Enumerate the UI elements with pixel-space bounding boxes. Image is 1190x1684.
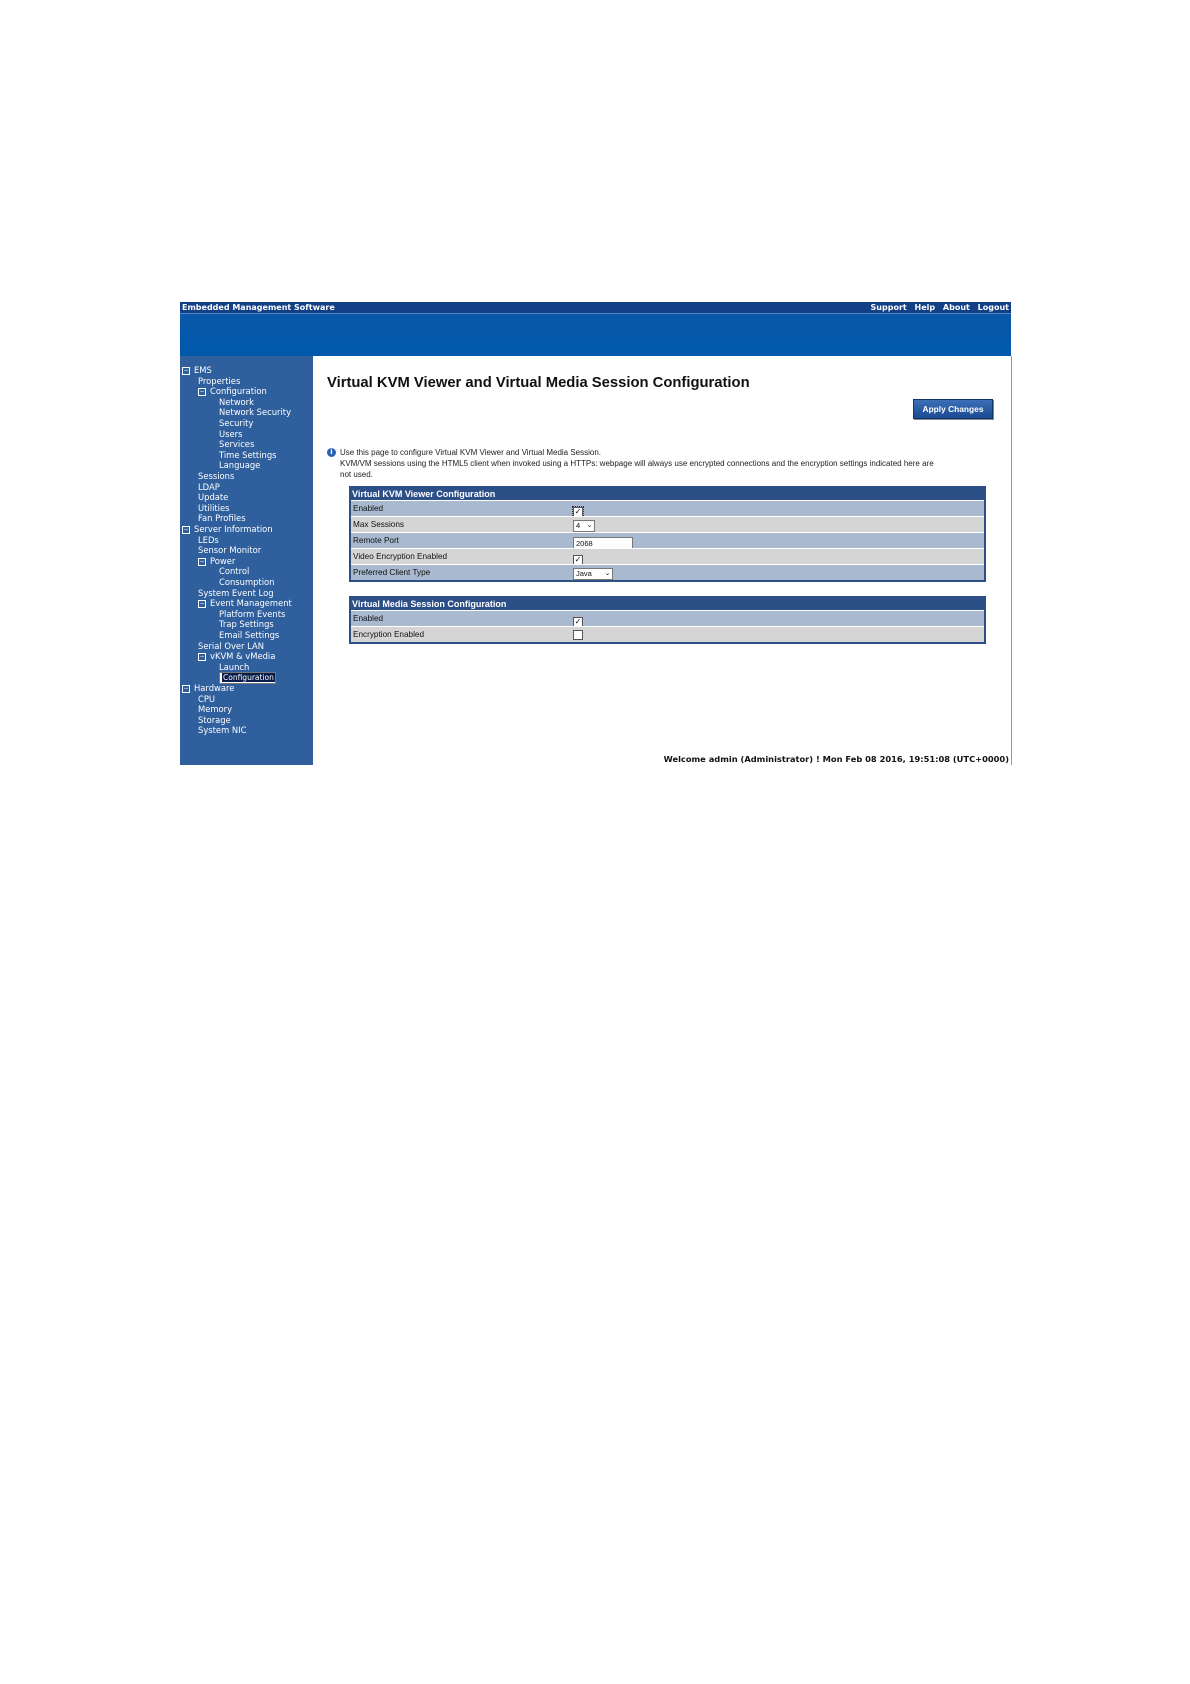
sidebar-item[interactable]	[198, 376, 240, 386]
sidebar-item[interactable]	[219, 577, 274, 587]
sidebar-item[interactable]	[219, 460, 260, 470]
kvm-viewer-panel	[349, 486, 986, 582]
sidebar-item-label: Services	[219, 439, 255, 450]
client-type-value: Java	[576, 569, 592, 578]
sidebar-item[interactable]	[219, 662, 249, 672]
remote-port-label: Remote Port	[353, 536, 399, 545]
sidebar-item[interactable]	[219, 439, 254, 449]
sidebar-item-label: Security	[219, 418, 254, 428]
sidebar-item-label: Properties	[198, 375, 241, 386]
apply-changes-button[interactable]: Apply Changes	[913, 399, 993, 419]
help-link[interactable]: Help	[914, 303, 936, 312]
remote-port-row	[351, 532, 984, 548]
virtual-media-panel	[349, 596, 986, 644]
sidebar-item[interactable]	[198, 588, 274, 598]
sidebar-item[interactable]	[198, 545, 261, 555]
max-sessions-row	[351, 516, 984, 532]
kvm-panel-title: Virtual KVM Viewer Configuration	[351, 488, 984, 500]
vm-encryption-checkbox[interactable]	[573, 630, 583, 640]
vm-enabled-row	[351, 610, 984, 626]
sidebar-item-label: Configuration	[223, 673, 274, 683]
sidebar-item-label: Power	[210, 555, 236, 566]
collapse-toggle-icon[interactable]: −	[199, 557, 205, 565]
collapse-toggle-icon[interactable]: −	[183, 526, 189, 533]
sidebar-item[interactable]	[219, 609, 285, 619]
sidebar-item[interactable]	[198, 471, 234, 481]
vm-encryption-row	[351, 626, 984, 642]
collapse-toggle-icon[interactable]: −	[199, 600, 205, 608]
sidebar-item[interactable]	[219, 630, 279, 640]
sidebar-item-label: vKVM & vMedia	[210, 651, 276, 662]
sidebar-item[interactable]	[219, 397, 254, 407]
sidebar-item[interactable]	[182, 524, 273, 534]
sidebar-item-label: Server Information	[194, 524, 273, 534]
sidebar-item[interactable]	[198, 725, 246, 735]
sidebar-item-label: System Event Log	[198, 587, 274, 598]
top-links	[866, 302, 1009, 313]
video-encryption-label: Video Encryption Enabled	[353, 552, 448, 561]
sidebar-item[interactable]	[219, 566, 249, 576]
sidebar-item-label: Launch	[219, 661, 250, 672]
sidebar-item-label: Time Settings	[219, 449, 277, 460]
max-sessions-select[interactable]	[573, 520, 595, 532]
sidebar-item-label: Memory	[198, 704, 233, 715]
about-link[interactable]: About	[942, 303, 970, 312]
collapse-toggle-icon[interactable]: −	[199, 388, 205, 396]
sidebar-nav	[180, 356, 313, 765]
chevron-down-icon: ⌄	[586, 522, 593, 529]
sidebar-item-label: Network	[219, 396, 254, 407]
max-sessions-value: 4	[576, 521, 581, 530]
sidebar-item-label: Consumption	[219, 577, 275, 587]
sidebar-item-label: Trap Settings	[219, 619, 274, 630]
sidebar-item[interactable]	[198, 535, 219, 545]
sidebar-item[interactable]	[182, 365, 212, 375]
sidebar-item-label: Control	[219, 566, 250, 577]
client-type-label: Preferred Client Type	[353, 568, 431, 577]
sidebar-item[interactable]	[198, 556, 235, 566]
client-type-row	[351, 564, 984, 580]
page-title: Virtual KVM Viewer and Virtual Media Session Configuration	[327, 375, 750, 391]
chevron-down-icon: ⌄	[604, 570, 611, 577]
collapse-toggle-icon[interactable]: −	[183, 367, 189, 374]
sidebar-item[interactable]	[198, 513, 246, 523]
sidebar-item-label: Users	[219, 428, 243, 439]
client-type-select[interactable]	[573, 568, 613, 580]
sidebar-item-label: LEDs	[198, 534, 219, 545]
sidebar-item-label: Event Management	[210, 598, 292, 609]
app-title: Embedded Management Software	[182, 303, 335, 312]
vm-enabled-checkbox[interactable]: ✓	[574, 617, 582, 626]
sidebar-item[interactable]	[219, 407, 291, 417]
info-text-line2: KVM/VM sessions using the HTML5 client when invoked using a HTTPs: webpage will always use encrypted connections and the encryption settings indicated here are	[340, 459, 934, 468]
video-encryption-checkbox[interactable]: ✓	[574, 555, 582, 564]
sidebar-item-label: LDAP	[198, 481, 220, 492]
sidebar-item[interactable]	[198, 386, 267, 396]
header-banner	[180, 313, 1011, 357]
kvm-enabled-label: Enabled	[353, 504, 384, 513]
sidebar-item-label: Update	[198, 492, 229, 503]
sidebar-item[interactable]	[198, 694, 215, 704]
sidebar-item[interactable]	[198, 482, 220, 492]
support-link[interactable]: Support	[870, 303, 907, 312]
welcome-status: Welcome admin (Administrator) ! Mon Feb 08 2016, 19:51:08 (UTC+0000)	[663, 754, 1009, 764]
sidebar-item-label: EMS	[194, 365, 212, 375]
sidebar-item[interactable]	[198, 641, 264, 651]
sidebar-item-label: Storage	[198, 714, 231, 725]
info-text-line1: Use this page to configure Virtual KVM Viewer and Virtual Media Session.	[340, 448, 602, 457]
sidebar-item[interactable]	[198, 598, 292, 608]
video-encryption-row	[351, 548, 984, 564]
sidebar-item[interactable]	[219, 418, 253, 428]
kvm-enabled-checkbox[interactable]: ✓	[574, 507, 582, 516]
sidebar-item[interactable]	[219, 619, 274, 629]
kvm-enabled-row	[351, 500, 984, 516]
sidebar-item[interactable]	[198, 503, 230, 513]
sidebar-item-label: Platform Events	[219, 608, 286, 619]
sidebar-item-label: Configuration	[210, 386, 267, 397]
top-bar	[180, 302, 1011, 313]
vm-enabled-label: Enabled	[353, 614, 384, 623]
sidebar-item-label: Fan Profiles	[198, 513, 246, 524]
sidebar-item[interactable]	[182, 683, 234, 693]
sidebar-item-label: Utilities	[198, 502, 230, 513]
sidebar-item[interactable]	[198, 704, 232, 714]
sidebar-item[interactable]	[219, 450, 277, 460]
main-content	[313, 356, 1012, 765]
max-sessions-label: Max Sessions	[353, 520, 404, 529]
sidebar-item-label: Serial Over LAN	[198, 640, 265, 651]
ems-window	[180, 302, 1011, 765]
sidebar-item[interactable]	[219, 429, 242, 439]
collapse-toggle-icon[interactable]: −	[183, 685, 189, 692]
sidebar-item-label: System NIC	[198, 725, 247, 736]
sidebar-item[interactable]	[198, 492, 228, 502]
sidebar-item-label: Hardware	[194, 683, 235, 693]
remote-port-input[interactable]: 2068	[573, 537, 633, 550]
sidebar-item-label: Sensor Monitor	[198, 545, 262, 556]
sidebar-item[interactable]	[198, 651, 275, 661]
info-icon: i	[327, 448, 336, 457]
sidebar-item-label: Language	[219, 460, 261, 471]
vm-encryption-label: Encryption Enabled	[353, 630, 425, 639]
info-text-line3: not used.	[340, 470, 373, 479]
sidebar-item[interactable]	[198, 715, 231, 725]
vm-panel-title: Virtual Media Session Configuration	[351, 598, 984, 610]
sidebar-item-label: Email Settings	[219, 630, 280, 640]
sidebar-item-label: Network Security	[219, 407, 292, 418]
logout-link[interactable]: Logout	[977, 303, 1009, 312]
collapse-toggle-icon[interactable]: −	[199, 653, 205, 661]
sidebar-item-label: CPU	[198, 693, 216, 704]
sidebar-item-label: Sessions	[198, 471, 235, 481]
